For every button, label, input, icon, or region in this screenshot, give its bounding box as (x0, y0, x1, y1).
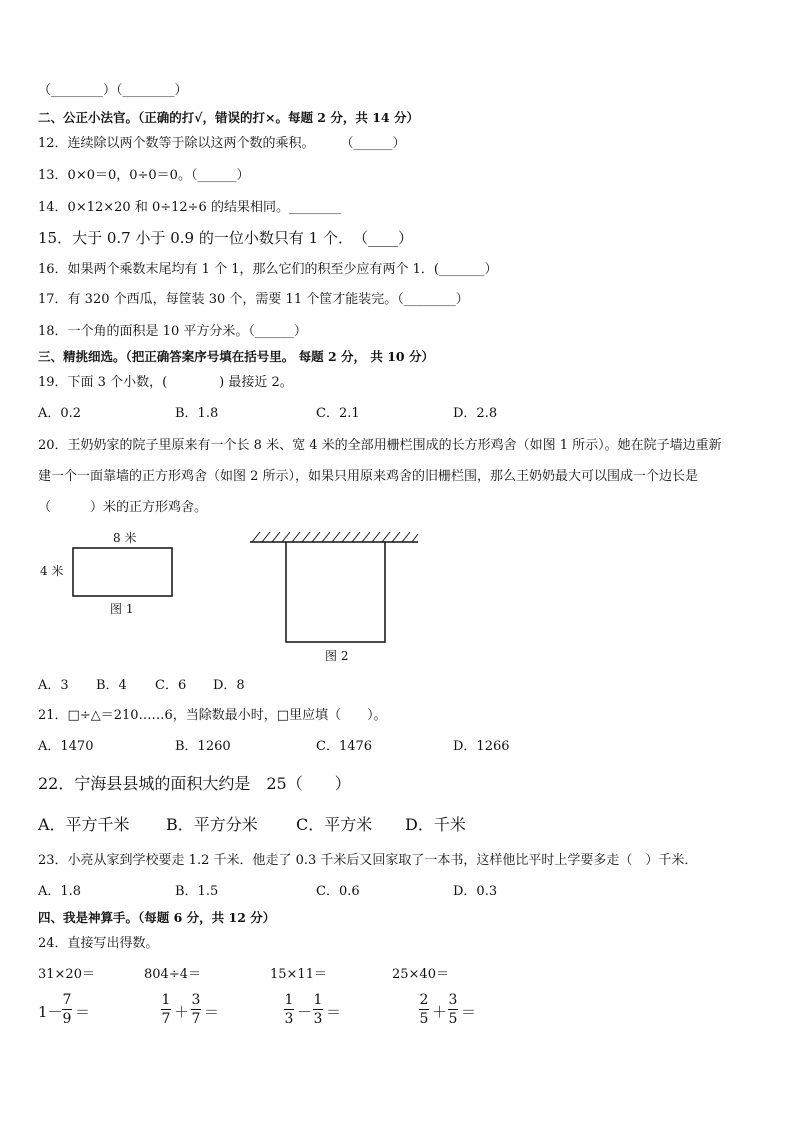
q22-option-a: A．平方千米 (38, 815, 130, 834)
figure-1-left-label: 4 米 (40, 564, 64, 578)
calc-3: 15×11＝ (270, 967, 327, 982)
fraction-numerator: 2 (419, 992, 429, 1008)
figure-2-wall-hatching (252, 532, 418, 542)
q22-option-b: B．平方分米 (166, 815, 258, 834)
section-2-heading: 二、公正小法官。（正确的打√，错误的打×。每题 2 分，共 14 分） (38, 110, 419, 125)
calc-6-fraction-a (161, 992, 171, 1027)
question-22: 22．宁海县县城的面积大约是 25（ ） (38, 774, 351, 793)
calc-6-operator: ＋ (174, 1003, 190, 1021)
q21-option-d: D．1266 (453, 739, 510, 754)
q19-option-b: B．1.8 (175, 406, 219, 421)
top-blanks: （________）（________） (38, 83, 188, 98)
q21-option-b: B．1260 (175, 739, 231, 754)
calc-4: 25×40＝ (392, 967, 449, 982)
question-19: 19．下面 3 个小数，( ) 最接近 2。 (38, 375, 293, 390)
q21-option-a: A．1470 (38, 739, 94, 754)
calc-5-fraction (62, 992, 72, 1027)
calc-1: 31×20＝ (38, 967, 95, 982)
fraction-denominator: 5 (448, 1011, 458, 1027)
fraction-numerator: 1 (284, 992, 294, 1008)
figure-2-square-fence (286, 542, 385, 642)
fraction-denominator: 9 (62, 1011, 72, 1027)
q23-option-d: D．0.3 (453, 884, 498, 899)
calc-8-fraction-a (419, 992, 429, 1027)
section-3-heading: 三、精挑细选。（把正确答案序号填在括号里。 每题 2 分， 共 10 分） (38, 349, 434, 364)
q20-option-a: A．3 (38, 678, 69, 693)
calc-5-equals: ＝ (75, 1003, 91, 1021)
question-14: 14．0×12×20 和 0÷12÷6 的结果相同。________ (38, 200, 341, 215)
fraction-denominator: 5 (419, 1011, 429, 1027)
calc-6-fraction-b (191, 992, 201, 1027)
question-17: 17．有 320 个西瓜，每筐装 30 个，需要 11 个筐才能装完。（________） (38, 292, 469, 307)
q22-option-c: C．平方米 (296, 815, 373, 834)
calc-2: 804÷4＝ (144, 967, 201, 982)
question-18: 18．一个角的面积是 10 平方分米。（______） (38, 324, 307, 339)
section-4-heading: 四、我是神算手。（每题 6 分，共 12 分） (38, 910, 276, 925)
calc-7-fraction-a (284, 992, 294, 1027)
fraction-denominator: 7 (161, 1011, 171, 1027)
calc-7-operator: － (297, 1003, 313, 1021)
fraction-denominator: 3 (313, 1011, 323, 1027)
fraction-numerator: 3 (191, 992, 201, 1008)
calc-7-equals: ＝ (326, 1003, 342, 1021)
q19-option-d: D．2.8 (453, 406, 498, 421)
fraction-numerator: 7 (62, 992, 72, 1008)
q21-option-c: C．1476 (316, 739, 373, 754)
question-13: 13．0×0＝0，0÷0＝0。（______） (38, 168, 250, 183)
fraction-numerator: 1 (313, 992, 323, 1008)
q23-option-c: C．0.6 (316, 884, 360, 899)
q19-option-a: A．0.2 (38, 406, 82, 421)
question-20-line-3: （ ）米的正方形鸡舍。 (38, 500, 208, 515)
q22-option-d: D．千米 (405, 815, 466, 834)
figure-1-rectangle (73, 548, 172, 596)
question-24: 24．直接写出得数。 (38, 936, 159, 951)
fraction-numerator: 1 (161, 992, 171, 1008)
calc-7-fraction-b (313, 992, 323, 1027)
q19-option-c: C．2.1 (316, 406, 360, 421)
fraction-denominator: 3 (284, 1011, 294, 1027)
question-21: 21．□÷△＝210……6，当除数最小时，□里应填（ ）。 (38, 708, 387, 723)
fraction-denominator: 7 (191, 1011, 201, 1027)
calc-6-equals: ＝ (204, 1003, 220, 1021)
q23-option-b: B．1.5 (175, 884, 219, 899)
question-20-line-1: 20．王奶奶家的院子里原来有一个长 8 米、宽 4 米的全部用栅栏围成的长方形鸡舍（如图 1 所示）。她在院子墙边重新 (38, 438, 722, 453)
calc-5-whole: 1－ (38, 1003, 63, 1021)
fraction-numerator: 3 (448, 992, 458, 1008)
calc-8-operator: ＋ (432, 1003, 448, 1021)
calc-8-equals: ＝ (461, 1003, 477, 1021)
q20-option-b: B．4 (96, 678, 127, 693)
calc-8-fraction-b (448, 992, 458, 1027)
question-16: 16．如果两个乘数末尾均有 1 个 1，那么它们的积至少应有两个 1．(_______） (38, 262, 498, 277)
figure-1-top-label: 8 米 (113, 531, 137, 545)
figure-1-caption: 图 1 (110, 602, 134, 616)
question-23: 23．小亮从家到学校要走 1.2 千米．他走了 0.3 千米后又回家取了一本书，这样他比平时上学要多走（ ）千米． (38, 853, 698, 868)
question-12: 12．连续除以两个数等于除以这两个数的乘积。 （______） (38, 136, 406, 151)
q20-option-d: D．8 (213, 678, 245, 693)
question-15: 15．大于 0.7 小于 0.9 的一位小数只有 1 个． （____） (38, 229, 413, 247)
figure-2-caption: 图 2 (325, 649, 349, 663)
q23-option-a: A．1.8 (38, 884, 82, 899)
q20-option-c: C．6 (155, 678, 187, 693)
question-20-line-2: 建一个一面靠墙的正方形鸡舍（如图 2 所示），如果只用原来鸡舍的旧栅栏围，那么王奶奶最大可以围成一个边长是 (38, 469, 699, 484)
